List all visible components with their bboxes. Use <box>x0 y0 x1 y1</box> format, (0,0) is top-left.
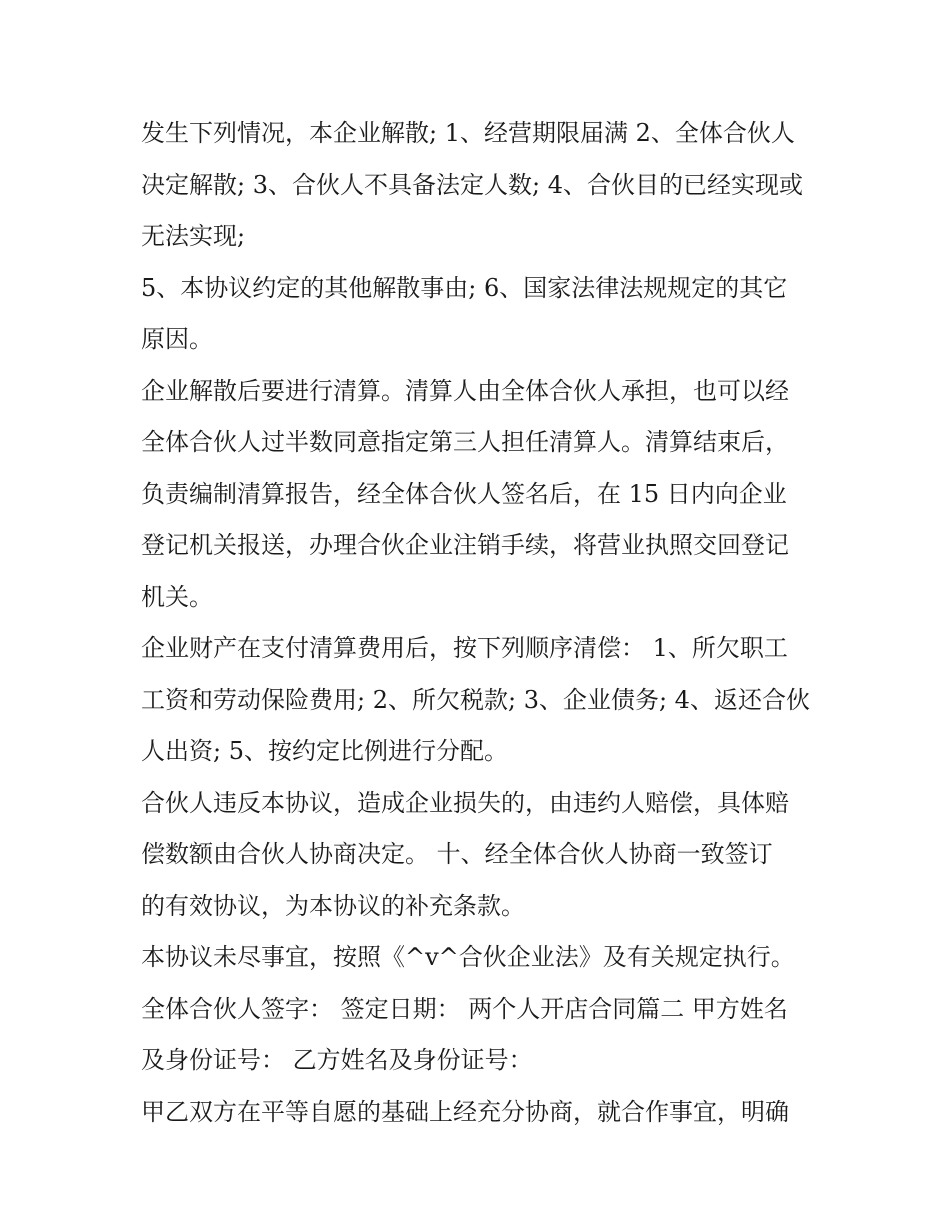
text-line: 登记机关报送，办理合伙企业注销手续，将营业执照交回登记 <box>141 531 789 559</box>
text-line: 负责编制清算报告，经全体合伙人签名后，在 15 日内向企业 <box>141 479 787 508</box>
text-line: 5、本协议约定的其他解散事由; 6、国家法律法规规定的其它 <box>141 273 788 302</box>
paragraph-cooperation-intro <box>141 1087 821 1139</box>
paragraph-repayment-order <box>141 623 821 778</box>
text-line: 企业解散后要进行清算。清算人由全体合伙人承担，也可以经 <box>141 376 789 405</box>
paragraph-liquidation <box>141 366 821 624</box>
paragraph-unresolved-matters <box>141 932 821 984</box>
text-line: 偿数额由合伙人协商决定。 十、经全体合伙人协商一致签订 <box>141 840 773 868</box>
text-line: 企业财产在支付清算费用后，按下列顺序清偿： 1、所欠职工 <box>141 634 788 662</box>
text-line: 工资和劳动保险费用; 2、所欠税款; 3、企业债务; 4、返还合伙 <box>141 685 810 714</box>
paragraph-signatures <box>141 984 821 1087</box>
paragraph-other-dissolution-reasons <box>141 263 821 366</box>
text-line: 全体合伙人过半数同意指定第三人担任清算人。清算结束后， <box>141 428 789 456</box>
paragraph-breach-liability <box>141 778 821 933</box>
text-line: 本协议未尽事宜，按照《^v^合伙企业法》及有关规定执行。 <box>141 943 795 971</box>
text-line: 决定解散; 3、合伙人不具备法定人数; 4、合伙目的已经实现或 <box>141 170 803 199</box>
text-line: 原因。 <box>141 325 213 353</box>
text-line: 合伙人违反本协议，造成企业损失的，由违约人赔偿，具体赔 <box>141 788 789 817</box>
text-line: 的有效协议，为本协议的补充条款。 <box>141 891 525 920</box>
text-line: 无法实现; <box>141 222 246 250</box>
document-body <box>141 108 821 1138</box>
text-line: 人出资; 5、按约定比例进行分配。 <box>141 737 508 765</box>
text-line: 及身份证号： 乙方姓名及身份证号： <box>141 1046 533 1074</box>
text-line: 机关。 <box>141 582 213 611</box>
text-line: 甲乙双方在平等自愿的基础上经充分协商，就合作事宜，明确 <box>141 1097 789 1126</box>
paragraph-dissolution-conditions <box>141 108 821 263</box>
text-line: 发生下列情况，本企业解散; 1、经营期限届满 2、全体合伙人 <box>141 119 795 147</box>
text-line: 全体合伙人签字： 签定日期： 两个人开店合同篇二 甲方姓名 <box>141 994 788 1023</box>
